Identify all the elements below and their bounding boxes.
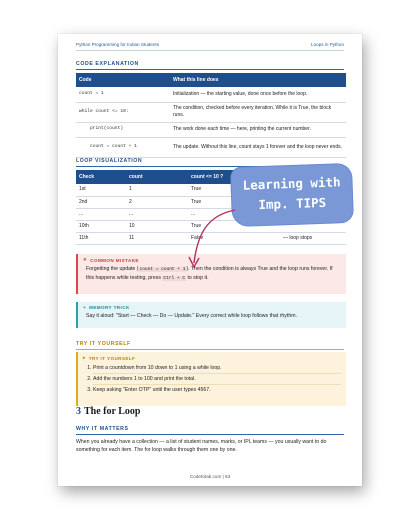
table-cell: ... <box>188 208 280 220</box>
table-cell: True <box>188 220 280 232</box>
table-row <box>76 87 346 102</box>
plus-icon: + <box>83 305 87 310</box>
close-icon: ✕ <box>83 257 88 262</box>
table-row <box>76 122 346 137</box>
column-header-count: count <box>126 170 188 184</box>
section-divider <box>76 434 344 435</box>
inline-code: Ctrl + C <box>163 275 186 281</box>
tips-sticker <box>231 164 353 226</box>
chapter-title: The for Loop <box>84 406 141 417</box>
try-it-heading: TRY IT YOURSELF <box>76 341 131 347</box>
body-paragraph: When you already have a collection — a list of student names, marks, or IPL teams — you usually want to do something for each item. The for loop walks through them one by one. <box>76 439 327 454</box>
table-cell: ... <box>76 208 126 220</box>
sticker-line-1: Learning with <box>242 174 341 193</box>
inline-code: count = count + 1 <box>139 267 186 272</box>
try-it-callout <box>76 352 346 406</box>
page-footer: CodeKitab.com | 63 <box>189 474 231 479</box>
callout-text: to stop it. <box>186 274 209 281</box>
exercise-list <box>84 363 341 395</box>
code-cell: while count <= 10: <box>76 102 170 122</box>
header-book-title: Python Programming for Indian Students <box>76 42 159 47</box>
table-cell: — loop stops <box>280 232 346 244</box>
table-cell: 2nd <box>76 196 126 208</box>
column-header-condition: count <= 10 ? <box>188 170 280 184</box>
running-header <box>76 42 344 47</box>
description-cell: Initialization — the starting value, done once before the loop. <box>170 87 346 102</box>
table-cell: 1 <box>126 184 188 196</box>
callout-header <box>78 352 346 361</box>
table-row <box>76 102 346 122</box>
callout-label: MEMORY TRICK <box>89 305 130 310</box>
callout-header <box>78 302 346 310</box>
description-cell: The update. Without this line, count stays 1 forever and the loop never ends. <box>170 137 346 157</box>
section-divider <box>76 349 344 350</box>
table-row <box>76 137 346 157</box>
callout-label: COMMON MISTAKE <box>90 257 139 263</box>
list-item: 1. Print a countdown from 10 down to 1 using a while loop. <box>93 363 341 374</box>
table-cell: 2 <box>126 196 188 208</box>
description-cell: The work done each time — here, printing the current number. <box>170 122 346 137</box>
code-cell: print(count) <box>76 122 170 137</box>
table-cell: ... <box>126 208 188 220</box>
header-chapter-title: Loops in Python <box>311 42 344 47</box>
callout-label: TRY IT YOURSELF <box>88 355 136 361</box>
code-cell: count = 1 <box>76 87 170 102</box>
section-divider <box>76 69 344 70</box>
header-divider <box>76 50 344 51</box>
table-cell: True <box>188 196 280 208</box>
why-it-matters-heading: WHY IT MATTERS <box>76 426 129 432</box>
loop-visualization-heading: LOOP VISUALIZATION <box>76 158 143 164</box>
table-cell: 11th <box>76 232 126 244</box>
code-explanation-table <box>76 73 346 158</box>
code-cell: count = count + 1 <box>76 137 170 157</box>
column-header-description: What this line does <box>170 73 346 87</box>
callout-text: Forgetting the update ( <box>86 266 139 272</box>
table-cell: 11 <box>126 232 188 244</box>
table-cell: 10th <box>76 220 126 232</box>
chapter-heading <box>76 406 141 417</box>
memory-trick-callout <box>76 302 346 328</box>
table-cell: True <box>188 184 280 196</box>
callout-body: Say it aloud: "Start — Check — Do — Update." Every correct while loop follows that rhythm. <box>86 313 297 319</box>
column-header-check: Check <box>76 170 126 184</box>
column-header-code: Code <box>76 73 170 87</box>
description-cell: The condition, checked before every iteration. While it is True, the block runs. <box>170 102 346 122</box>
code-explanation-heading: CODE EXPLANATION <box>76 61 139 67</box>
table-cell: False <box>188 232 280 244</box>
pointer-arrow-icon <box>180 205 240 275</box>
arrow-right-icon: ▸ <box>83 355 86 360</box>
table-cell: 1st <box>76 184 126 196</box>
list-item: 2. Add the numbers 1 to 100 and print the total. <box>93 374 341 385</box>
list-item: 3. Keep asking "Enter OTP" until the user types 4567. <box>93 385 341 395</box>
chapter-number: 3 <box>76 406 81 417</box>
table-cell: 10 <box>126 220 188 232</box>
sticker-line-2: Imp. TIPS <box>258 194 327 213</box>
callout-body <box>78 361 346 399</box>
callout-text: ). Then the condition is always True and the loop runs forever. If this happens while testing, press <box>86 266 333 281</box>
